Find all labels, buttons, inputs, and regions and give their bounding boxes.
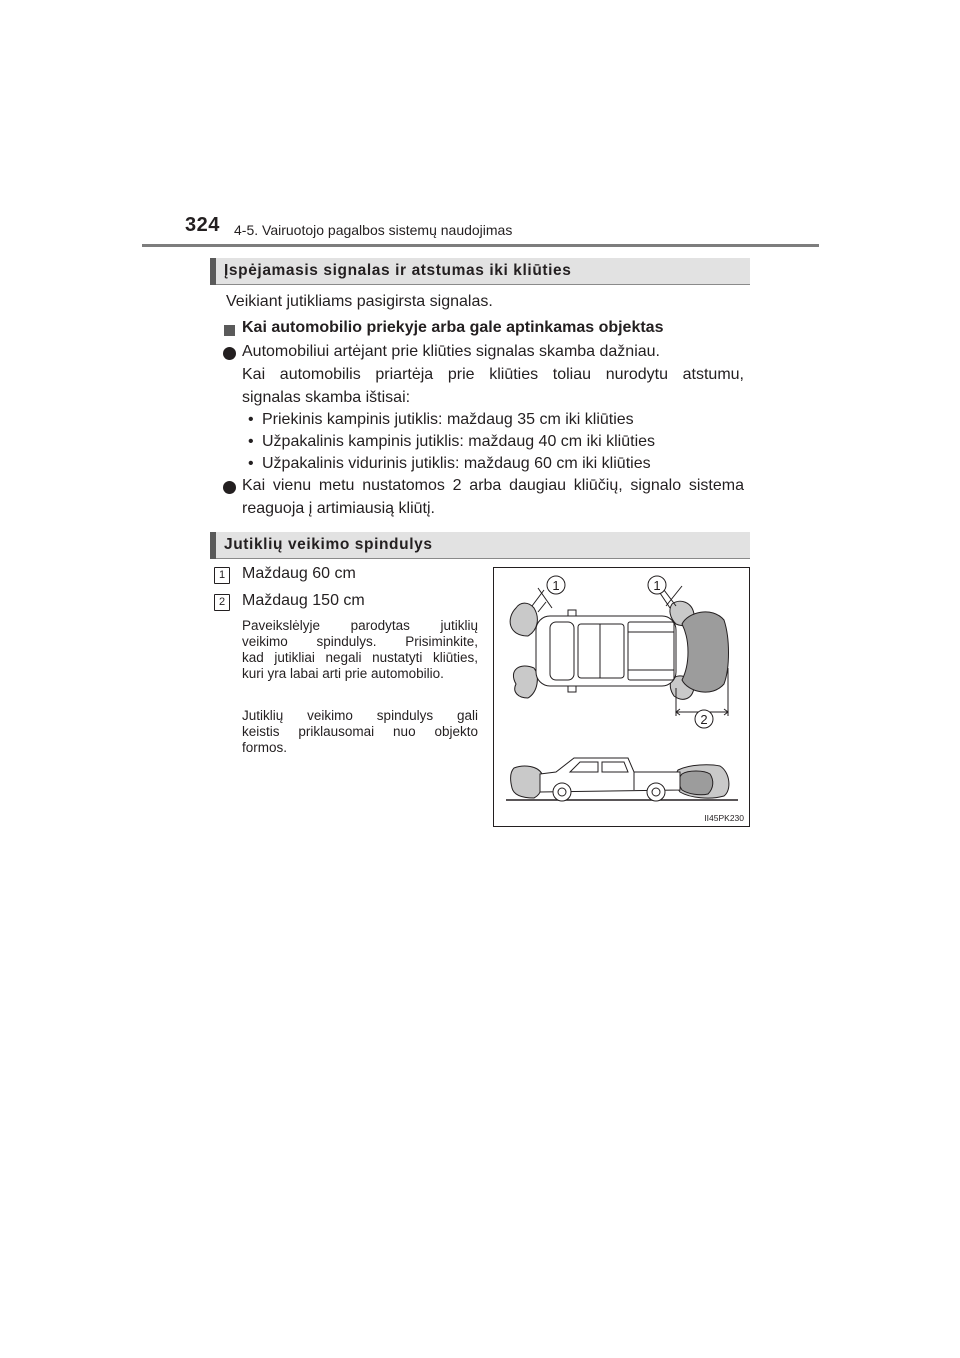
header-rule [142,244,819,247]
side-front-zone [511,766,543,798]
vehicle-diagram [494,568,749,826]
callout-1b: 1 [653,578,661,593]
intro-text: Veikiant jutikliams pasigirsta signalas. [226,293,493,310]
list-item: • [248,411,254,428]
bullet-text: reaguoja į artimiausią kliūtį. [242,500,435,517]
section-accent [210,258,216,285]
list-item: • [248,433,254,450]
round-bullet-icon [223,481,236,499]
rear-center-zone [682,612,729,692]
section-accent [210,532,216,559]
callout-1a: 1 [552,578,560,593]
square-bullet-icon [224,323,236,341]
list-item-text: Užpakalinis kampinis jutiklis: maždaug 40 cm iki kliūties [262,433,656,450]
front-right-zone [513,666,537,698]
truck-top-view [536,610,676,692]
side-rear-center-zone [679,771,713,795]
running-head: 4-5. Vairuotojo pagalbos sistemų naudojimas [234,222,513,238]
list-item-text: Užpakalinis vidurinis jutiklis: maždaug 60 cm iki kliūties [262,455,651,472]
paragraph-line: Kai automobilis priartėja prie kliūties toliau nurodytu atstumu, [242,366,744,383]
section-title: Jutiklių veikimo spindulys [224,536,433,553]
bullet-text: Kai vienu metu nustatomos 2 arba daugiau kliūčių, signalo sistema [242,477,744,494]
section-bar-sensor-range [210,532,750,559]
legend-number-2: 2 [214,592,230,611]
subheading: Kai automobilio priekyje arba gale aptinkamas objektas [242,319,664,336]
dimension-arrow-1a [532,588,552,612]
legend-text: Maždaug 150 cm [242,592,365,609]
round-bullet-icon [223,347,236,365]
legend-number-1: 1 [214,565,230,584]
front-left-zone [510,603,537,636]
list-item: • [248,455,254,472]
section-bar-warning-signal [210,258,750,285]
truck-side-view [540,758,680,801]
list-item-text: Priekinis kampinis jutiklis: maždaug 35 cm iki kliūties [262,411,634,428]
paragraph-line: signalas skamba ištisai: [242,389,411,406]
bullet-text: Automobiliui artėjant prie kliūties signalas skamba dažniau. [242,343,660,360]
figure-code: II45PK230 [704,813,744,823]
note-paragraph: Jutiklių veikimo spindulys gali keistis priklausomai nuo objekto formos. [242,708,478,755]
note-paragraph: Paveikslėlyje parodytas jutiklių veikimo spindulys. Prisiminkite, kad jutikliai negali nustatyti kliūties, kuri yra labai arti prie automobilio. [242,618,478,681]
page-number: 324 [185,214,220,236]
callout-2: 2 [700,712,708,727]
sensor-range-figure [493,567,750,827]
section-title: Įspėjamasis signalas ir atstumas iki kliūties [224,262,572,279]
legend-text: Maždaug 60 cm [242,565,356,582]
